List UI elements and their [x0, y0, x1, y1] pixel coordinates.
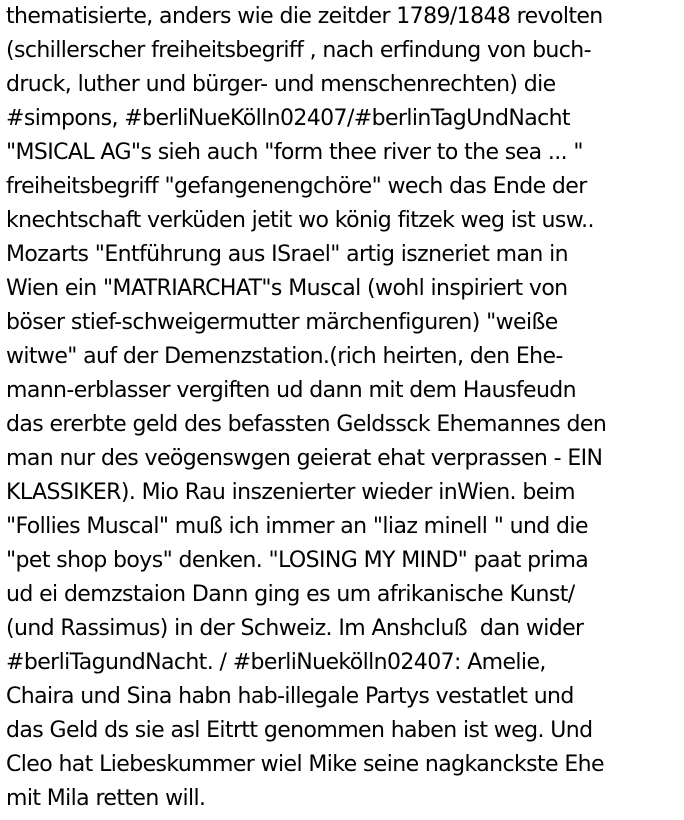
text-line: Cleo hat Liebeskummer wiel Mike seine nagkanckste Ehe [6, 752, 604, 777]
text-line: man nur des veögenswgen geierat ehat verprassen - EIN [6, 446, 603, 471]
text-line: mann-erblasser vergiften ud dann mit dem Hausfeudn [6, 378, 576, 403]
text-line: witwe" auf der Demenzstation.(rich heirten, den Ehe- [6, 344, 563, 369]
text-line: #simpons, #berliNueKölln02407/#berlinTagUndNacht [6, 106, 570, 131]
text-line: "MSICAL AG"s sieh auch "form thee river to the sea ... " [6, 140, 583, 165]
text-line: Mozarts "Entführung aus ISrael" artig iszneriet man in [6, 242, 568, 267]
text-line: KLASSIKER). Mio Rau inszenierter wieder inWien. beim [6, 480, 575, 505]
text-line: knechtschaft verküden jetit wo könig fitzek weg ist usw.. [6, 208, 594, 233]
text-line: das Geld ds sie asl Eitrtt genommen haben ist weg. Und [6, 718, 593, 743]
text-line: Wien ein "MATRIARCHAT"s Muscal (wohl inspiriert von [6, 276, 568, 301]
text-line: freiheitsbegriff "gefangenengchöre" wech das Ende der [6, 174, 587, 199]
text-line: "Follies Muscal" muß ich immer an "liaz minell " und die [6, 514, 588, 539]
text-line: "pet shop boys" denken. "LOSING MY MIND" paat prima [6, 548, 589, 573]
text-line: thematisierte, anders wie die zeitder 1789/1848 revolten [6, 4, 603, 29]
text-line: druck, luther und bürger- und menschenrechten) die [6, 72, 556, 97]
text-line: das ererbte geld des befassten Geldssck Ehemannes den [6, 412, 607, 437]
text-line: Chaira und Sina habn hab-illegale Partys vestatlet und [6, 684, 574, 709]
text-line: (schillerscher freiheitsbegriff , nach erfindung von buch- [6, 38, 591, 63]
text-line: böser stief-schweigermutter märchenfiguren) "weiße [6, 310, 558, 335]
document-text [6, 0, 682, 820]
text-line: mit Mila retten will. [6, 786, 206, 811]
text-line: (und Rassimus) in der Schweiz. Im Anshcluß dan wider [6, 616, 584, 641]
text-line: ud ei demzstaion Dann ging es um afrikanische Kunst/ [6, 582, 575, 607]
text-line: #berliTagundNacht. / #berliNuekölln02407: Amelie, [6, 650, 546, 675]
